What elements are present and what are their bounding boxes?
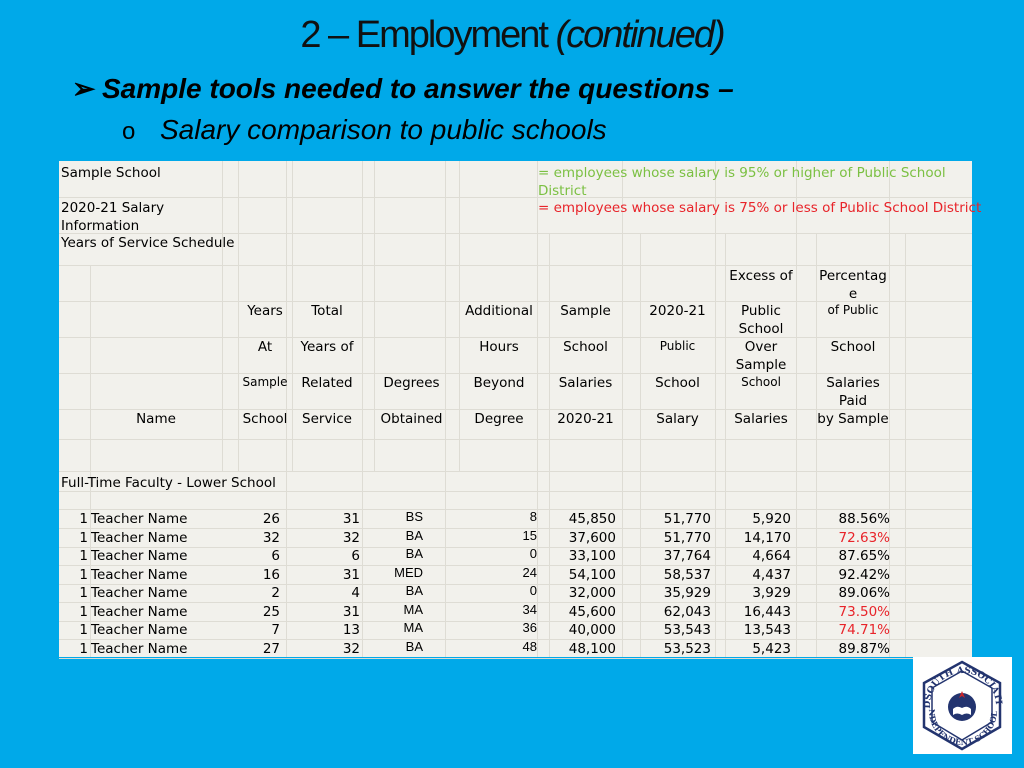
row-3-num: 1 xyxy=(79,566,88,583)
row-6-sample: 40,000 xyxy=(568,622,616,638)
row-4-years: 2 xyxy=(271,585,280,601)
row-7-years: 27 xyxy=(262,640,280,657)
header-sample-1: Sample xyxy=(560,303,611,319)
header-hours-3: Beyond xyxy=(473,375,525,391)
row-1-num: 1 xyxy=(79,529,88,546)
row-1-years: 32 xyxy=(262,529,280,546)
row-5-years: 25 xyxy=(262,603,280,620)
row-6-public: 53,543 xyxy=(663,622,711,638)
sample-school-label: Sample School xyxy=(61,165,161,181)
row-2-total: 6 xyxy=(351,548,360,564)
row-5-public: 62,043 xyxy=(663,603,711,620)
row-0-pct: 88.56% xyxy=(838,511,890,527)
row-5-pct: 73.50% xyxy=(838,603,890,620)
row-0-degree: BS xyxy=(405,509,423,524)
row-3-public: 58,537 xyxy=(663,566,711,583)
row-3-pct: 92.42% xyxy=(838,566,890,583)
row-1-pct: 72.63% xyxy=(838,529,890,546)
row-7-excess: 5,423 xyxy=(752,640,791,657)
row-0-total: 31 xyxy=(342,511,360,527)
header-total-3: Related xyxy=(301,375,353,391)
row-6-total: 13 xyxy=(342,622,360,638)
row-5-name: Teacher Name xyxy=(91,603,188,620)
row-0-excess: 5,920 xyxy=(752,511,791,527)
logo-top-text: DSOUTH ASSOCIATI xyxy=(922,665,1004,709)
row-6-degree: MA xyxy=(403,620,423,635)
header-total-2: Years of xyxy=(300,339,354,355)
row-0-public: 51,770 xyxy=(663,511,711,527)
row-2-excess: 4,664 xyxy=(752,548,791,564)
header-total-1: Total xyxy=(311,303,343,319)
header-hours-2: Hours xyxy=(479,339,519,355)
row-5-num: 1 xyxy=(79,603,88,620)
row-4-sample: 32,000 xyxy=(568,585,616,601)
row-1-name: Teacher Name xyxy=(91,529,188,546)
header-pct-4: Salaries Paid xyxy=(826,375,880,409)
row-2-pct: 87.65% xyxy=(838,548,890,564)
header-degrees-2: Obtained xyxy=(380,411,443,427)
row-1-excess: 14,170 xyxy=(743,529,791,546)
row-2-public: 37,764 xyxy=(663,548,711,564)
logo-mark xyxy=(913,657,1012,754)
row-6-excess: 13,543 xyxy=(743,622,791,638)
row-2-degree: BA xyxy=(405,546,423,561)
header-degrees-1: Degrees xyxy=(383,375,440,391)
header-years-3: Sample xyxy=(242,375,288,389)
header-years-2: At xyxy=(257,339,273,355)
row-7-hours: 48 xyxy=(522,638,537,654)
legend-red: = employees whose salary is 75% or less of Public School District xyxy=(538,200,982,216)
row-6-hours: 36 xyxy=(522,620,537,635)
header-hours-1: Additional xyxy=(465,303,533,319)
row-2-hours: 0 xyxy=(529,546,537,561)
row-2-years: 6 xyxy=(271,548,280,564)
circle-bullet-icon: o xyxy=(122,118,136,145)
row-0-name: Teacher Name xyxy=(91,511,188,527)
row-3-sample: 54,100 xyxy=(568,566,616,583)
header-years-1: Years xyxy=(247,303,283,319)
row-4-degree: BA xyxy=(405,583,423,598)
row-1-total: 32 xyxy=(342,529,360,546)
row-4-num: 1 xyxy=(79,585,88,601)
row-1-hours: 15 xyxy=(522,527,537,543)
header-pct-2: of Public xyxy=(827,303,879,317)
header-total-4: Service xyxy=(302,411,352,427)
row-4-hours: 0 xyxy=(529,583,537,598)
row-4-pct: 89.06% xyxy=(838,585,890,601)
row-3-degree: MED xyxy=(394,564,423,580)
row-7-sample: 48,100 xyxy=(568,640,616,657)
bullet-secondary: o Salary comparison to public schools xyxy=(122,114,607,145)
row-7-name: Teacher Name xyxy=(91,640,188,657)
row-3-hours: 24 xyxy=(522,564,537,580)
header-public-1: 2020-21 xyxy=(649,303,706,319)
row-5-sample: 45,600 xyxy=(568,603,616,620)
header-sample-2: School xyxy=(563,339,608,355)
header-excess-1: Excess of xyxy=(729,268,793,284)
section-label: Full-Time Faculty - Lower School xyxy=(61,475,276,491)
salary-info-label: 2020-21 Salary Information xyxy=(61,200,165,233)
row-4-name: Teacher Name xyxy=(91,585,188,601)
row-6-num: 1 xyxy=(79,622,88,638)
bullet-primary: ➢ Sample tools needed to answer the questions – xyxy=(72,73,734,104)
row-4-public: 35,929 xyxy=(663,585,711,601)
row-7-degree: BA xyxy=(405,638,423,654)
row-6-pct: 74.71% xyxy=(838,622,890,638)
row-4-excess: 3,929 xyxy=(752,585,791,601)
row-0-num: 1 xyxy=(79,511,88,527)
row-3-total: 31 xyxy=(342,566,360,583)
row-0-hours: 8 xyxy=(529,509,537,524)
legend-green: = employees whose salary is 95% or higher of Public School District xyxy=(538,165,946,197)
header-public-2: Public xyxy=(659,339,696,353)
row-3-name: Teacher Name xyxy=(91,566,188,583)
row-0-sample: 45,850 xyxy=(568,511,616,527)
header-name: Name xyxy=(136,411,176,427)
row-6-name: Teacher Name xyxy=(91,622,188,638)
slide-title: 2 – Employment (continued) xyxy=(300,14,724,56)
salary-comparison-sheet xyxy=(59,161,982,657)
row-5-total: 31 xyxy=(342,603,360,620)
arrow-bullet-icon: ➢ xyxy=(72,73,96,104)
row-1-public: 51,770 xyxy=(663,529,711,546)
header-hours-4: Degree xyxy=(474,411,524,427)
row-5-hours: 34 xyxy=(522,601,537,617)
header-pct-1: Percentage xyxy=(819,268,887,301)
row-5-degree: MA xyxy=(403,601,423,617)
years-schedule-label: Years of Service Schedule xyxy=(61,235,235,251)
row-0-years: 26 xyxy=(262,511,280,527)
row-7-pct: 89.87% xyxy=(838,640,890,657)
row-7-num: 1 xyxy=(79,640,88,657)
header-pct-5: by Sample xyxy=(817,411,889,427)
header-sample-3: Salaries xyxy=(558,375,613,391)
row-5-excess: 16,443 xyxy=(743,603,791,620)
row-1-sample: 37,600 xyxy=(568,529,616,546)
header-excess-2: Public School xyxy=(738,303,784,337)
row-7-public: 53,523 xyxy=(663,640,711,657)
row-2-num: 1 xyxy=(79,548,88,564)
header-sample-4: 2020-21 xyxy=(557,411,614,427)
row-3-excess: 4,437 xyxy=(752,566,791,583)
row-7-total: 32 xyxy=(342,640,360,657)
logo-bottom-text: NDEPENDENT SCHOOL xyxy=(926,708,1000,748)
row-3-years: 16 xyxy=(262,566,280,583)
header-public-3: School xyxy=(655,375,700,391)
header-excess-5: Salaries xyxy=(734,411,788,427)
header-excess-3: Over Sample xyxy=(735,339,787,373)
header-years-4: School xyxy=(242,411,288,427)
row-1-degree: BA xyxy=(405,527,423,543)
row-4-total: 4 xyxy=(351,585,360,601)
header-excess-4: School xyxy=(741,375,781,389)
header-pct-3: School xyxy=(830,339,876,355)
header-public-4: Salary xyxy=(656,411,699,427)
row-2-name: Teacher Name xyxy=(91,548,188,564)
row-6-years: 7 xyxy=(271,622,280,638)
row-2-sample: 33,100 xyxy=(568,548,616,564)
midsouth-logo xyxy=(913,657,1012,754)
